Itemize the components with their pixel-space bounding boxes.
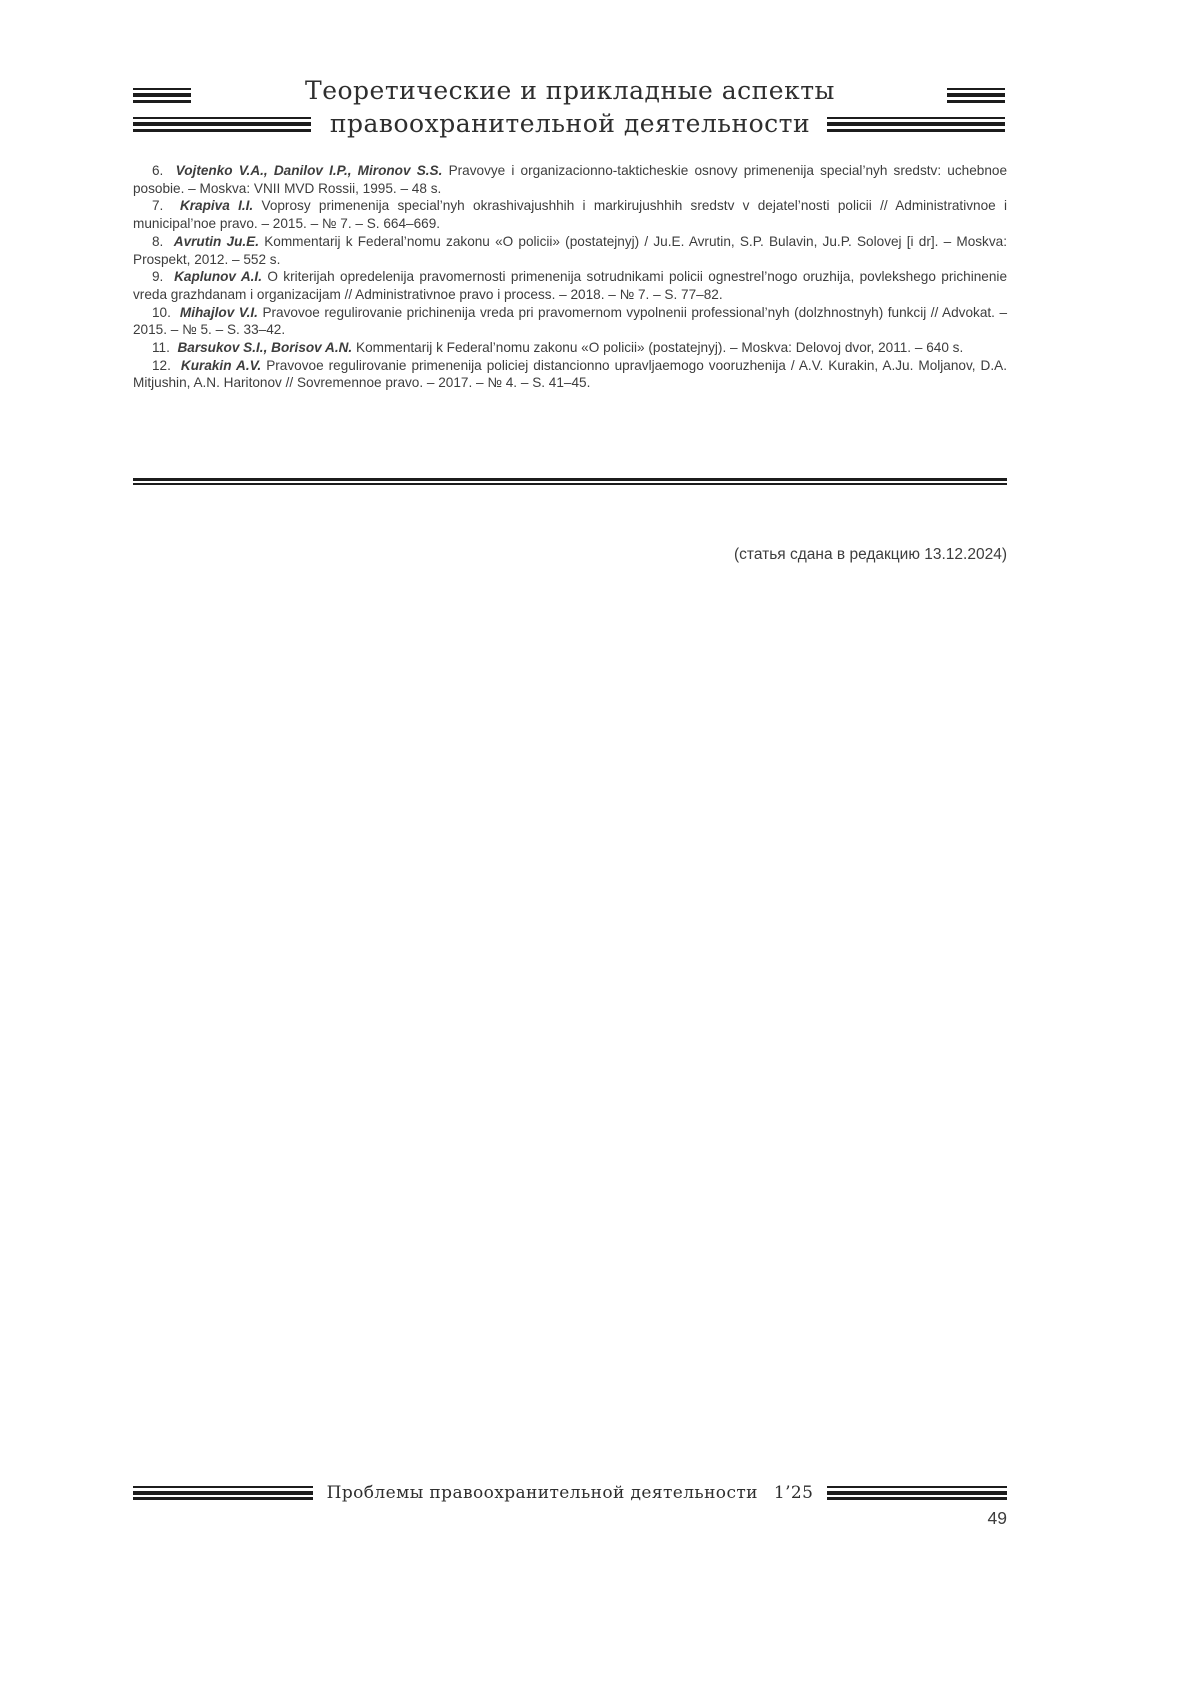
- ornament-lines-footer-left: [133, 1486, 313, 1500]
- reference-authors: Kurakin A.V.: [180, 357, 262, 373]
- reference-number: 12.: [152, 357, 171, 373]
- page-footer: [133, 1483, 1007, 1503]
- reference-authors: Vojtenko V.A., Danilov I.P., Mironov S.S.: [175, 163, 443, 178]
- reference-text: Pravovye i organizacionno-takticheskie osnovy primenenija special’nyh sredstv: uchebnoe posobie. – Moskva: VNII MVD Rossii, 1995. – 48 s.: [133, 163, 1008, 196]
- reference-authors: Krapiva I.I.: [179, 198, 254, 214]
- references-list: [133, 162, 1007, 392]
- reference-item: [133, 233, 1007, 268]
- ornament-lines-footer-right: [827, 1486, 1007, 1500]
- reference-text: Kommentarij k Federal’nomu zakonu «O policii» (postatejnyj) / Ju.E. Avrutin, S.P. Bulavin, Ju.P. Solovej [i dr]. – Moskva: Prospekt, 2012. – 552 s.: [133, 233, 1007, 267]
- journal-title-text: Проблемы правоохранительной деятельности: [326, 1483, 758, 1503]
- reference-text: O kriterijah opredelenija pravomernosti primenenija sotrudnikami policii ognestrel’nogo oruzhija, povlekshego prichinenie vreda grazhdanam i organizacijam // Administrativnoe pravo i process. – 2018. – № 7. – S. 77–82.: [133, 269, 1007, 302]
- reference-text: Pravovoe regulirovanie prichinenija vreda pri pravomernom vypolnenii professional’nyh (dolzhnostnyh) funkcij // Advokat. – 2015. – № 5. – S. 33–42.: [133, 304, 1007, 338]
- issue-number: 1’25: [773, 1483, 814, 1503]
- reference-number: 8.: [152, 233, 164, 249]
- reference-text: Pravovoe regulirovanie primenenija policiej distancionno upravljaemogo vooruzhenija / A.V. Kurakin, A.Ju. Moljanov, D.A. Mitjushin, A.N. Haritonov // Sovremennoe pravo. – 2017. – № 4. – S. 41–45.: [133, 357, 1007, 391]
- reference-authors: Kaplunov A.I.: [174, 269, 262, 285]
- footer-journal-title: [327, 1483, 814, 1503]
- reference-text: Voprosy primenenija special’nyh okrashivajushhih i markirujushhih sredstv v dejatel’nosti policii // Administrativnoe i municipal’noe pravo. – 2015. – № 7. – S. 664–669.: [133, 198, 1007, 232]
- reference-number: 6.: [152, 163, 164, 178]
- reference-number: 10.: [152, 304, 171, 320]
- reference-authors: Mihajlov V.I.: [179, 304, 258, 320]
- reference-item: [133, 268, 1007, 303]
- section-title-line1: Теоретические и прикладные аспекты: [305, 76, 835, 105]
- reference-number: 7.: [152, 198, 164, 214]
- submission-note: (статья сдана в редакцию 13.12.2024): [734, 546, 1007, 563]
- reference-item: [133, 197, 1007, 232]
- page-number: 49: [987, 1508, 1007, 1528]
- reference-item: [133, 304, 1007, 339]
- reference-item: [133, 162, 1007, 197]
- reference-item: [133, 339, 1007, 357]
- reference-number: 11.: [152, 340, 170, 356]
- reference-authors: Barsukov S.I., Borisov A.N.: [177, 340, 353, 356]
- reference-text: Kommentarij k Federal’nomu zakonu «O policii» (postatejnyj). – Moskva: Delovoj dvor, 2011. – 640 s.: [356, 340, 964, 356]
- section-title: [133, 74, 1007, 140]
- section-divider: [133, 478, 1007, 485]
- section-title-line2: правоохранительной деятельности: [329, 109, 811, 138]
- reference-number: 9.: [152, 269, 164, 285]
- reference-item: [133, 357, 1007, 392]
- reference-authors: Avrutin Ju.E.: [173, 233, 260, 249]
